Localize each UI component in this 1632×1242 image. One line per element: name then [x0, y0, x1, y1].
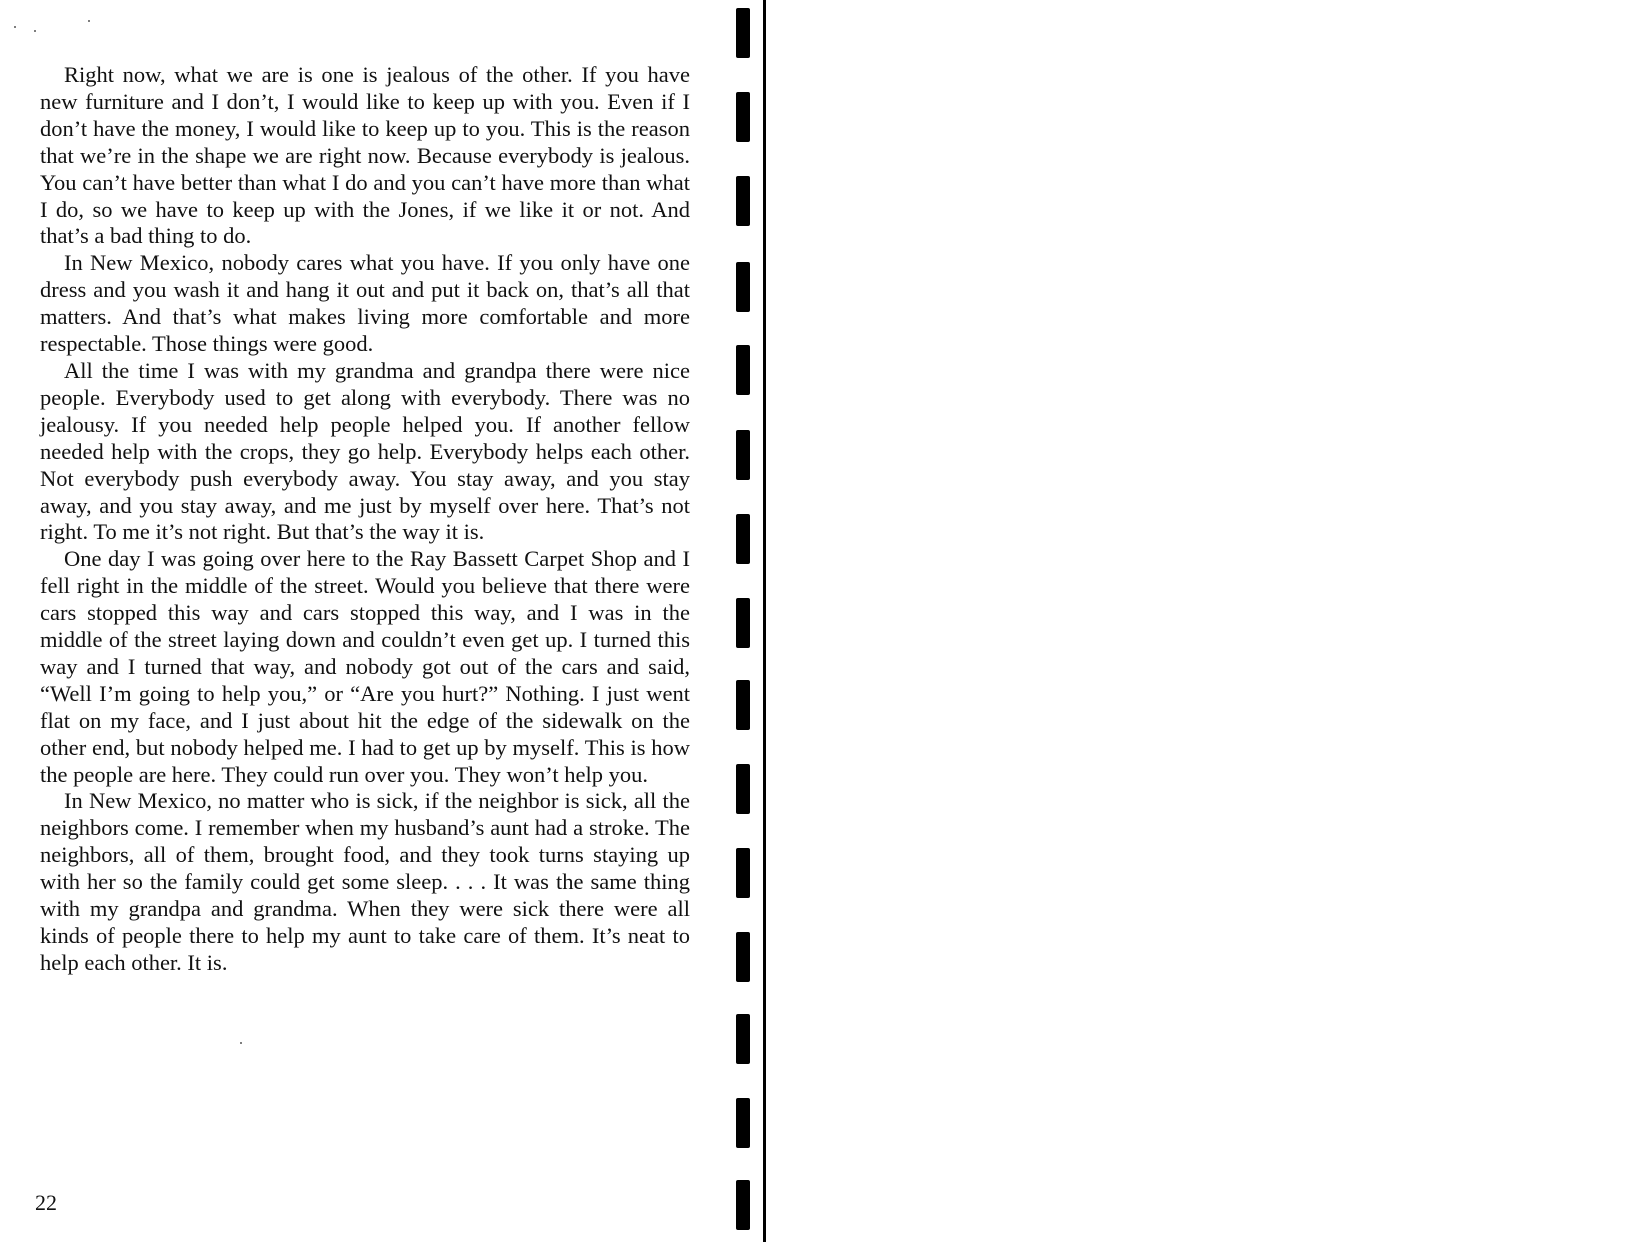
- right-page-blank: [767, 0, 1632, 1242]
- paragraph-2: In New Mexico, nobody cares what you have. If you only have one dress and you wash it and hang it out and put it back on, that’s all that matters. And that’s what makes living more comfortable and more respectable. Those things were good.: [40, 250, 690, 357]
- scan-speck: [34, 30, 36, 32]
- paragraph-3: All the time I was with my grandma and grandpa there were nice people. Everybody used to get along with everybody. There was no jealousy. If you needed help people helped you. If another fellow needed help with the crops, they go help. Everybody helps each other. Not everybody push everybody away. You stay away, and you stay away, and you stay away, and me just by myself over here. That’s not right. To me it’s not right. But that’s the way it is.: [40, 357, 690, 545]
- binding-edge: [763, 0, 766, 1242]
- paragraph-5: In New Mexico, no matter who is sick, if the neighbor is sick, all the neighbors come. I remember when my husband’s aunt had a stroke. The neighbors, all of them, brought food, and they took turns staying up with her so the family could get some sleep. . . . It was the same thing with my grandpa and grandma. When they were sick there were all kinds of people there to help my aunt to take care of them. It’s neat to help each other. It is.: [40, 788, 690, 975]
- scan-speck: [240, 1042, 242, 1044]
- paragraph-1: Right now, what we are is one is jealous of the other. If you have new furniture and I don’t, I would like to keep up with you. Even if I don’t have the money, I would like to keep up to you. This is the reason that we’re in the shape we are right now. Because everybody is jealous. You can’t have better than what I do and you can’t have more than what I do, so we have to keep up with the Jones, if we like it or not. And that’s a bad thing to do.: [40, 62, 690, 249]
- paragraph-4: One day I was going over here to the Ray Bassett Carpet Shop and I fell right in the middle of the street. Would you believe that there were cars stopped this way and cars stopped this way, and I was in the middle of the street laying down and couldn’t even get up. I turned this way and I turned that way, and nobody got out of the cars and said, “Well I’m going to help you,” or “Are you hurt?” Nothing. I just went flat on my face, and I just about hit the edge of the sidewalk on the other end, but nobody helped me. I had to get up by myself. This is how the people are here. They could run over you. They won’t help you.: [40, 546, 690, 787]
- scan-speck: [14, 26, 16, 28]
- page-number: 22: [35, 1190, 57, 1215]
- scan-speck: [88, 20, 90, 22]
- body-text: [40, 62, 690, 977]
- left-page: [0, 0, 760, 1242]
